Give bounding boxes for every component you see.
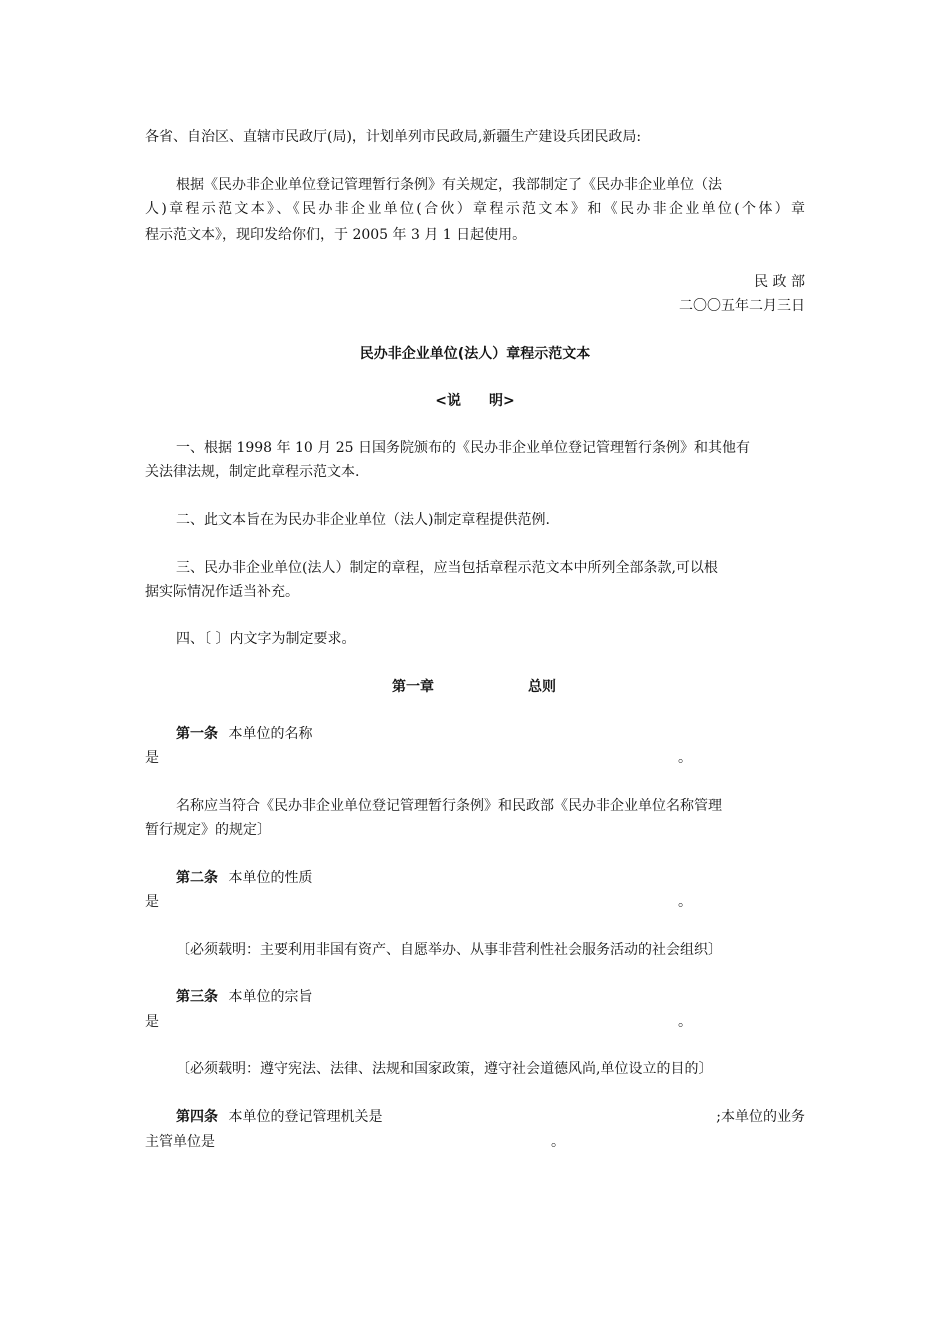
note-1-line-1: 一、根据 1998 年 10 月 25 日国务院颁布的《民办非企业单位登记管理暂行条例》和其他有 xyxy=(176,440,750,456)
note-1-line-2: 关法律法规，制定此章程示范文本. xyxy=(145,464,360,480)
article-4-text-tail: ;本单位的业务 xyxy=(716,1109,805,1125)
note-3-line-1: 三、民办非企业单位(法人）制定的章程，应当包括章程示范文本中所列全部条款,可以根 xyxy=(176,560,718,576)
article-2-label: 第二条 xyxy=(176,870,218,886)
article-1-end: 。 xyxy=(678,750,692,766)
article-4-end: 。 xyxy=(551,1134,565,1150)
article-1-label: 第一条 xyxy=(176,726,218,742)
article-4-cont: 主管单位是 xyxy=(145,1134,215,1150)
notice-body-line-2: 人)章程示范文本》、《民办非企业单位(合伙）章程示范文本》和《民办非企业单位(个体）章 xyxy=(145,201,805,217)
article-1 xyxy=(176,724,312,744)
note-2-line-1: 二、此文本旨在为民办非企业单位（法人)制定章程提供范例. xyxy=(176,512,550,528)
article-2-cont: 是 xyxy=(145,894,159,910)
article-1-note-line-1: 名称应当符合《民办非企业单位登记管理暂行条例》和民政部《民办非企业单位名称管理 xyxy=(176,798,722,814)
article-1-note-line-2: 暂行规定》的规定〕 xyxy=(145,822,271,838)
notice-body-line-1: 根据《民办非企业单位登记管理暂行条例》有关规定，我部制定了《民办非企业单位（法 xyxy=(176,177,722,193)
notice-body-line-3: 程示范文本》，现印发给你们，于 2005 年 3 月 1 日起使用。 xyxy=(145,227,527,243)
article-3-label: 第三条 xyxy=(176,989,218,1005)
article-4-text: 本单位的登记管理机关是 xyxy=(228,1109,383,1125)
document-title: 民办非企业单位(法人）章程示范文本 xyxy=(359,346,591,362)
article-2 xyxy=(176,868,312,888)
notice-issuer: 民 政 部 xyxy=(754,274,805,290)
article-2-text: 本单位的性质 xyxy=(228,870,313,886)
article-3-text: 本单位的宗旨 xyxy=(228,989,313,1005)
note-3-line-2: 据实际情况作适当补充。 xyxy=(145,584,299,600)
article-3-note-line-1: 〔必须载明：遵守宪法、法律、法规和国家政策，遵守社会道德风尚,单位设立的目的〕 xyxy=(176,1061,713,1077)
article-3 xyxy=(176,987,312,1007)
notice-date: 二〇〇五年二月三日 xyxy=(679,298,805,314)
note-4-line-1: 四、〔 〕内文字为制定要求。 xyxy=(176,631,356,647)
article-3-cont: 是 xyxy=(145,1014,159,1030)
article-2-note-line-1: 〔必须载明：主要利用非国有资产、自愿举办、从事非营利性社会服务活动的社会组织〕 xyxy=(176,942,722,958)
article-1-cont: 是 xyxy=(145,750,159,766)
chapter-name: 总则 xyxy=(528,679,556,695)
article-3-end: 。 xyxy=(678,1014,692,1030)
article-1-text: 本单位的名称 xyxy=(228,726,313,742)
article-2-end: 。 xyxy=(678,894,692,910)
chapter-number: 第一章 xyxy=(392,679,434,695)
article-4-label: 第四条 xyxy=(176,1109,218,1125)
document-subtitle: <说 明> xyxy=(435,393,515,409)
notice-addressee: 各省、自治区、直辖市民政厅(局)，计划单列市民政局,新疆生产建设兵团民政局: xyxy=(145,129,642,145)
article-4 xyxy=(176,1107,382,1127)
